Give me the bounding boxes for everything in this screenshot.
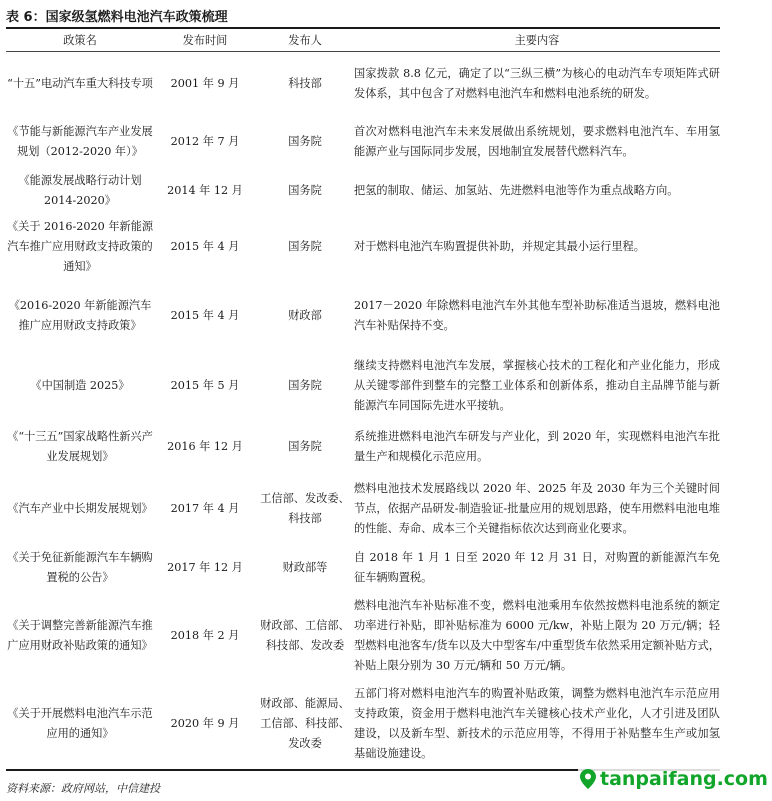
policy-table: [6, 30, 720, 771]
release-date: 2012 年 7 月: [170, 134, 240, 148]
issuer: 国务院: [288, 439, 322, 453]
issuer: 财政部、工信部、科技部、发改委: [260, 618, 350, 652]
content: 国家拨款 8.8 亿元，确定了以“三纵三横”为核心的电动汽车专项矩阵式研发体系，其中包含了对燃料电池汽车和燃料电池系统的研发。: [354, 66, 720, 100]
content: 继续支持燃料电池汽车发展，掌握核心技术的工程化和产业化能力，形成从关键零部件到整车的完整工业体系和创新体系，推动自主品牌节能与新能源汽车同国际先进水平接轨。: [354, 358, 720, 412]
release-date: 2015 年 4 月: [170, 239, 240, 253]
header-content: 主要内容: [354, 30, 720, 52]
content: 系统推进燃料电池汽车研发与产业化，到 2020 年，实现燃料电池汽车批量生产和规模化示范应用。: [354, 429, 720, 463]
policy-name: 《“十三五”国家战略性新兴产业发展规划》: [7, 429, 153, 463]
content: 自 2018 年 1 月 1 日至 2020 年 12 月 31 日，对购置的新能源汽车免征车辆购置税。: [354, 550, 720, 584]
top-rule: [6, 27, 720, 29]
table-row: [6, 474, 720, 544]
issuer: 国务院: [288, 134, 322, 148]
table-row: [6, 52, 720, 116]
content: 燃料电池技术发展路线以 2020 年、2025 年及 2030 年为三个关键时间节点，依据产品研发-制造验证-批量应用的规划思路，使车用燃料电池电堆的性能、寿命、成本三个关键指标依次达到商业化要求。: [354, 481, 720, 535]
watermark: [578, 768, 772, 790]
policy-name: 《能源发展战略行动计划 2014-2020》: [18, 173, 142, 207]
header-policy-name: 政策名: [6, 30, 154, 52]
table-row: [6, 420, 720, 474]
policy-name: 《汽车产业中长期发展规划》: [7, 501, 153, 515]
release-date: 2017 年 12 月: [167, 560, 243, 574]
release-date: 2015 年 4 月: [170, 308, 240, 322]
table-row: [6, 544, 720, 592]
content: 2017－2020 年除燃料电池汽车外其他车型补助标准适当退坡，燃料电池汽车补贴保持不变。: [354, 298, 720, 332]
location-pin-icon: [580, 769, 596, 789]
issuer: 财政部、能源局、工信部、科技部、发改委: [256, 680, 354, 770]
issuer: 工信部、发改委、科技部: [260, 491, 350, 525]
release-date: 2016 年 12 月: [167, 439, 243, 453]
table-title: 表 6：国家级氢燃料电池汽车政策梳理: [6, 10, 228, 25]
table-row: [6, 280, 720, 352]
issuer: 国务院: [288, 239, 322, 253]
issuer: 国务院: [288, 183, 322, 197]
table-row: [6, 116, 720, 168]
release-date: 2015 年 5 月: [170, 378, 240, 392]
issuer: 财政部等: [282, 560, 328, 574]
release-date: 2014 年 12 月: [167, 183, 243, 197]
table-row: [6, 680, 720, 770]
release-date: 2020 年 9 月: [154, 680, 256, 770]
policy-name: 《关于调整完善新能源汽车推广应用财政补贴政策的通知》: [7, 618, 153, 652]
content: 燃料电池汽车补贴标准不变，燃料电池乘用车依然按燃料电池系统的额定功率进行补贴，即补贴标准为 6000 元/kw，补贴上限为 20 万元/辆；轻型燃料电池客车/货车以及大中型客车/中重型货车依然采用定额补贴方式，补贴上限分别为 30 万元/辆和 50 万元/辆。: [354, 598, 720, 672]
policy-name: “十五”电动汽车重大科技专项: [7, 76, 153, 90]
issuer: 国务院: [288, 378, 322, 392]
source-note: 资料来源：政府网站，中信建投: [6, 782, 160, 795]
policy-name: 《关于免征新能源汽车车辆购置税的公告》: [7, 550, 153, 584]
policy-name: 《中国制造 2025》: [30, 378, 130, 392]
issuer: 财政部: [288, 308, 322, 322]
header-issuer: 发布人: [256, 30, 354, 52]
policy-name: 《关于开展燃料电池汽车示范应用的通知》: [6, 680, 154, 770]
table-row: [6, 592, 720, 680]
issuer: 科技部: [288, 76, 322, 90]
content: 把氢的制取、储运、加氢站、先进燃料电池等作为重点战略方向。: [354, 183, 679, 197]
release-date: 2017 年 4 月: [170, 501, 240, 515]
release-date: 2001 年 9 月: [170, 76, 240, 90]
header-release-date: 发布时间: [154, 30, 256, 52]
table-row: [6, 352, 720, 420]
policy-name: 《2016-2020 年新能源汽车推广应用财政支持政策》: [8, 298, 152, 332]
policy-name: 《节能与新能源汽车产业发展规划（2012-2020 年）》: [7, 124, 153, 158]
policy-name: 《关于 2016-2020 年新能源汽车推广应用财政支持政策的通知》: [6, 219, 154, 273]
content: 对于燃料电池汽车购置提供补助，并规定其最小运行里程。: [354, 239, 645, 253]
table-row: [6, 214, 720, 280]
content: 首次对燃料电池汽车未来发展做出系统规划，要求燃料电池汽车、车用氢能源产业与国际同步发展，因地制宜发展替代燃料汽车。: [354, 124, 720, 158]
table-row: [6, 168, 720, 214]
header-row: [6, 30, 720, 52]
release-date: 2018 年 2 月: [170, 628, 240, 642]
watermark-text: tanpaifang.com: [600, 768, 768, 790]
content: 五部门将对燃料电池汽车的购置补贴政策，调整为燃料电池汽车示范应用支持政策，资金用于燃料电池汽车关键核心技术产业化，人才引进及团队建设，以及新车型、新技术的示范应用等，不得用于补贴整车生产或加氢基础设施建设。: [354, 680, 720, 770]
